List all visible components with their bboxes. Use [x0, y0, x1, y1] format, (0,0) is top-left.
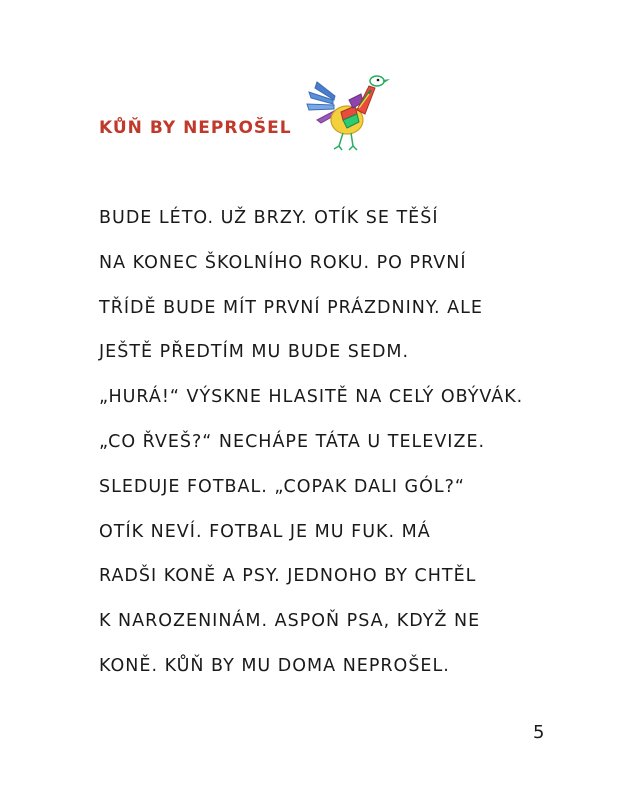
text-line: SLEDUJE FOTBAL. „COPAK DALI GÓL?“: [99, 476, 465, 497]
text-line: NA KONEC ŠKOLNÍHO ROKU. PO PRVNÍ: [99, 252, 467, 273]
text-line: „CO ŘVEŠ?“ NECHÁPE TÁTA U TELEVIZE.: [99, 431, 486, 452]
text-line: OTÍK NEVÍ. FOTBAL JE MU FUK. MÁ: [99, 521, 431, 542]
text-line: RADŠI KONĚ A PSY. JEDNOHO BY CHTĚL: [99, 566, 477, 587]
chapter-title: KŮŇ BY NEPROŠEL: [99, 118, 292, 138]
text-line: JEŠTĚ PŘEDTÍM MU BUDE SEDM.: [99, 342, 410, 363]
text-line: BUDE LÉTO. UŽ BRZY. OTÍK SE TĚŠÍ: [99, 208, 439, 228]
text-line: KONĚ. KŮŇ BY MU DOMA NEPROŠEL.: [99, 655, 450, 676]
page-number: 5: [533, 722, 545, 743]
text-line: „HURÁ!“ VÝSKNE HLASITĚ NA CELÝ OBÝVÁK.: [99, 387, 524, 408]
child-drawn-bird-icon: [303, 70, 395, 152]
text-line: K NAROZENINÁM. ASPOŇ PSA, KDYŽ NE: [99, 611, 481, 632]
text-line: TŘÍDĚ BUDE MÍT PRVNÍ PRÁZDNINY. ALE: [99, 297, 483, 318]
story-text: [99, 203, 523, 696]
